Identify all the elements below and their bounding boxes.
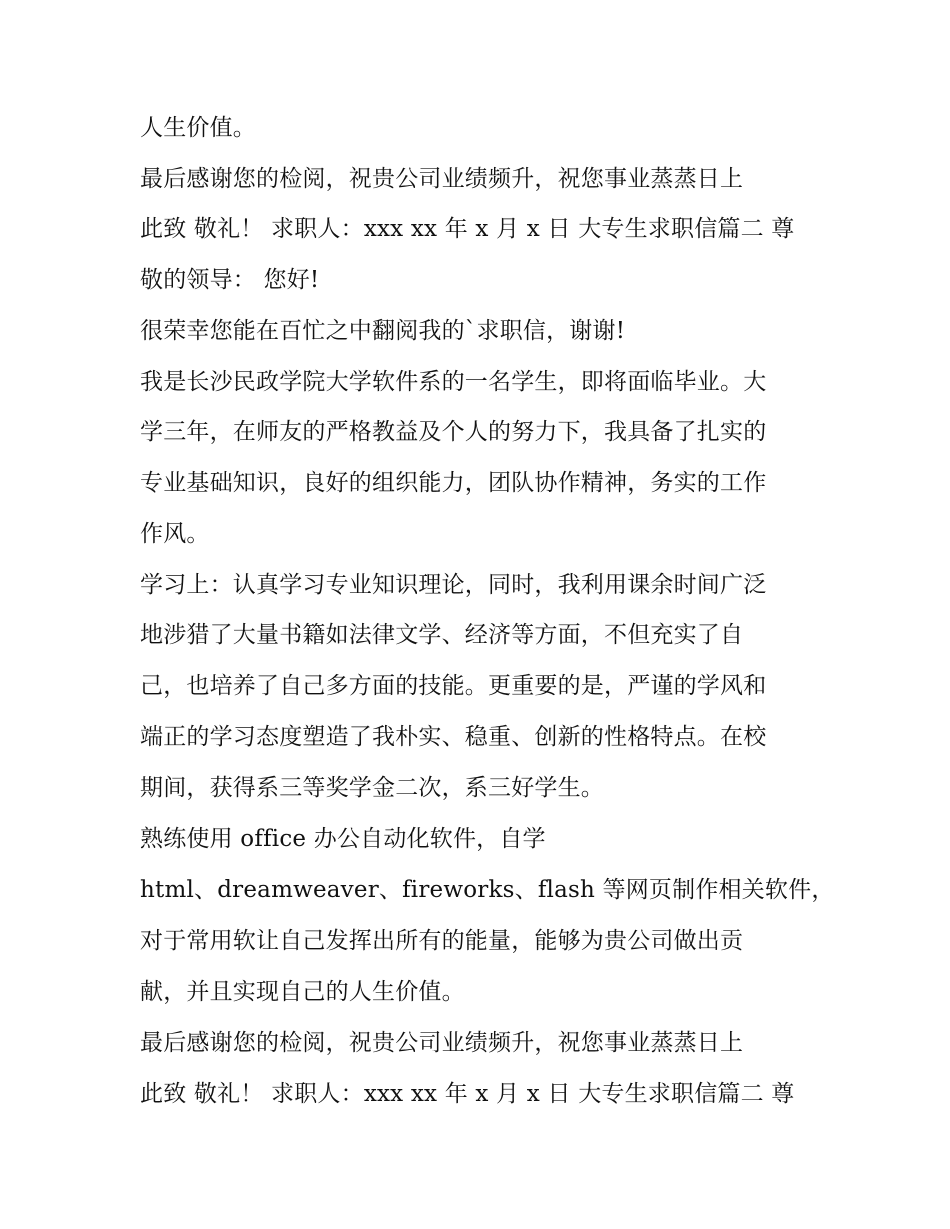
text-line: 专业基础知识，良好的组织能力，团队协作精神，务实的工作 — [140, 470, 767, 496]
text-line: 人生价值。 — [140, 115, 256, 141]
text-line: 地涉猎了大量书籍如法律文学、经济等方面，不但充实了自 — [140, 622, 744, 648]
text-line: 端正的学习态度塑造了我朴实、稳重、创新的性格特点。在校 — [140, 724, 767, 750]
text-line: 敬的领导： 您好! — [140, 267, 320, 293]
text-line: 我是长沙民政学院大学软件系的一名学生，即将面临毕业。大 — [140, 369, 767, 395]
text-line: 对于常用软让自己发挥出所有的能量，能够为贵公司做出贡 — [140, 928, 744, 954]
text-line: 学习上：认真学习专业知识理论，同时，我利用课余时间广泛 — [140, 572, 767, 598]
text-line: 最后感谢您的检阅，祝贵公司业绩频升，祝您事业蒸蒸日上 — [140, 166, 744, 192]
text-line: 学三年，在师友的严格教益及个人的努力下，我具备了扎实的 — [140, 419, 767, 445]
text-line: 很荣幸您能在百忙之中翻阅我的`求职信，谢谢! — [140, 318, 626, 344]
text-line: 期间，获得系三等奖学金二次，系三好学生。 — [140, 775, 604, 801]
text-line: html、dreamweaver、fireworks、flash 等网页制作相关软件， — [140, 877, 835, 903]
text-line: 己，也培养了自己多方面的技能。更重要的是，严谨的学风和 — [140, 673, 767, 699]
text-line: 熟练使用 office 办公自动化软件，自学 — [140, 826, 546, 852]
text-line: 此致 敬礼！ 求职人：xxx xx 年 x 月 x 日 大专生求职信篇二 尊 — [140, 1081, 795, 1107]
text-line: 献，并且实现自己的人生价值。 — [140, 979, 465, 1005]
text-line: 此致 敬礼！ 求职人：xxx xx 年 x 月 x 日 大专生求职信篇二 尊 — [140, 216, 795, 242]
text-line: 最后感谢您的检阅，祝贵公司业绩频升，祝您事业蒸蒸日上 — [140, 1030, 744, 1056]
text-line: 作风。 — [140, 521, 210, 547]
